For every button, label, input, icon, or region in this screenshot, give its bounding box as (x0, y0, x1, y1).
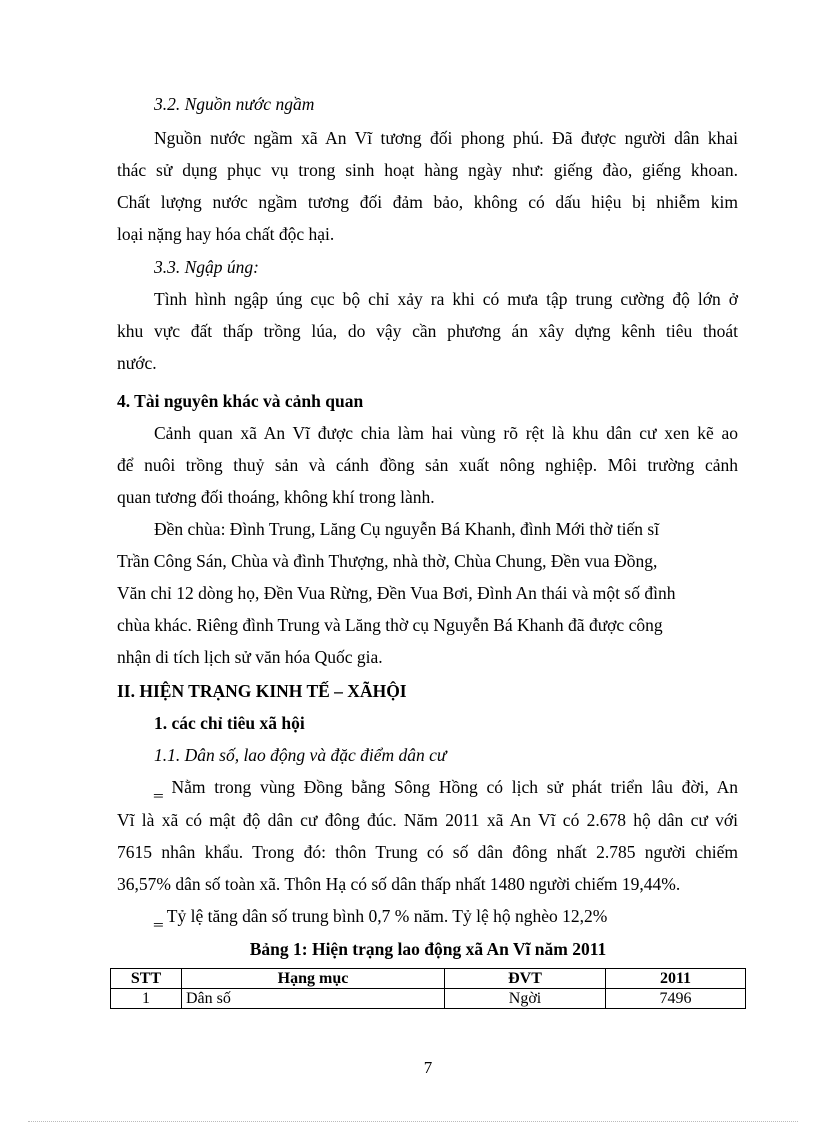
para-line: Văn chỉ 12 dòng họ, Đền Vua Rừng, Đền Vua Bơi, Đình An thái và một số đình (117, 583, 676, 603)
table-caption: Bảng 1: Hiện trạng lao động xã An Vĩ năm 2011 (249, 939, 607, 959)
para-line: khu vực đất thấp trồng lúa, do vậy cần phương án xây dựng kênh tiêu thoát (117, 321, 738, 341)
heading-II: II. HIỆN TRẠNG KINH TẾ – XÃHỘI (117, 681, 407, 701)
cell-unit: Ngời (445, 989, 606, 1009)
para-line: Tình hình ngập úng cục bộ chỉ xảy ra khi có mưa tập trung cường độ lớn ở (154, 289, 738, 309)
para-line: thác sử dụng phục vụ trong sinh hoạt hàng ngày như: giếng đào, giếng khoan. (117, 160, 738, 180)
page-bottom-divider (28, 1121, 798, 1122)
para-line: ‗ Tỷ lệ tăng dân số trung bình 0,7 % năm. Tỷ lệ hộ nghèo 12,2% (154, 906, 608, 926)
col-header-year: 2011 (606, 969, 746, 989)
para-line: ‗ Nằm trong vùng Đồng bằng Sông Hồng có lịch sử phát triển lâu đời, An (154, 777, 738, 797)
page-number: 7 (423, 1058, 433, 1077)
cell-stt: 1 (111, 989, 182, 1009)
para-line: để nuôi trồng thuỷ sản và cánh đồng sản xuất nông nghiệp. Môi trường cảnh (117, 455, 738, 475)
col-header-unit: ĐVT (445, 969, 606, 989)
para-line: loại nặng hay hóa chất độc hại. (117, 224, 335, 244)
para-line: 7615 nhân khẩu. Trong đó: thôn Trung có số dân đông nhất 2.785 người chiếm (117, 842, 738, 862)
para-line: Nguồn nước ngầm xã An Vĩ tương đối phong phú. Đã được người dân khai (154, 128, 738, 148)
table-row (111, 989, 746, 1009)
heading-3-3: 3.3. Ngập úng: (154, 257, 259, 277)
cell-value: 7496 (606, 989, 746, 1009)
para-line: chùa khác. Riêng đình Trung và Lăng thờ cụ Nguyễn Bá Khanh đã được công (117, 615, 663, 635)
heading-4: 4. Tài nguyên khác và cảnh quan (117, 391, 364, 411)
heading-3-2: 3.2. Nguồn nước ngầm (154, 94, 315, 114)
labor-table (110, 968, 746, 1009)
para-line: Chất lượng nước ngầm tương đối đảm bảo, không có dấu hiệu bị nhiễm kim (117, 192, 738, 212)
para-line: nước. (117, 353, 157, 373)
para-line: 36,57% dân số toàn xã. Thôn Hạ có số dân thấp nhất 1480 người chiếm 19,44%. (117, 874, 681, 894)
para-line: Trần Công Sán, Chùa và đình Thượng, nhà thờ, Chùa Chung, Đền vua Đồng, (117, 551, 658, 571)
para-line: nhận di tích lịch sử văn hóa Quốc gia. (117, 647, 383, 667)
col-header-stt: STT (111, 969, 182, 989)
cell-item: Dân số (182, 989, 445, 1009)
para-line: Đền chùa: Đình Trung, Lăng Cụ nguyễn Bá Khanh, đình Mới thờ tiến sĩ (154, 519, 660, 539)
heading-1-1: 1.1. Dân số, lao động và đặc điểm dân cư (154, 745, 447, 765)
para-line: Cảnh quan xã An Vĩ được chia làm hai vùng rõ rệt là khu dân cư xen kẽ ao (154, 423, 738, 443)
para-line: Vĩ là xã có mật độ dân cư đông đúc. Năm 2011 xã An Vĩ có 2.678 hộ dân cư với (117, 810, 738, 830)
heading-1: 1. các chỉ tiêu xã hội (154, 713, 305, 733)
para-line: quan tương đối thoáng, không khí trong lành. (117, 487, 435, 507)
table-header-row (111, 969, 746, 989)
col-header-item: Hạng mục (182, 969, 445, 989)
